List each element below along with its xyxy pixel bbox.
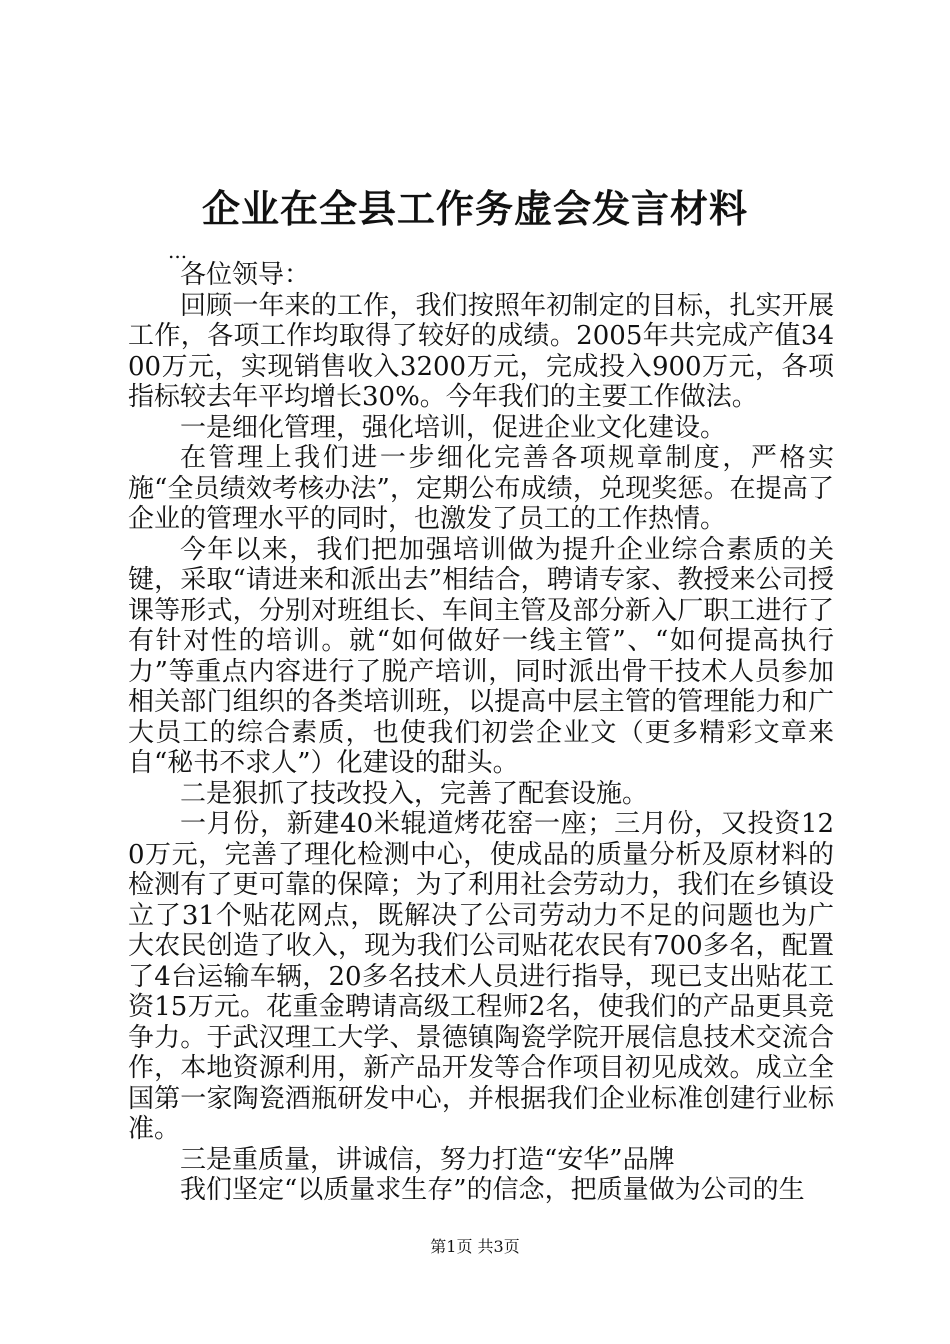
section-heading: 二是狠抓了技改投入，完善了配套设施。 [180, 778, 649, 809]
paragraph: 今年以来，我们把加强培训做为提升企业综合素质的关键，采取“请进来和派出去”相结合，聘请专家、教授来公司授课等形式，分别对班组长、车间主管及部分新入厂职工进行了有针对性的培训。就“如何做好一线主管”、“如何提高执行力”等重点内容进行了脱产培训，同时派出骨干技术人员参加相关部门组织的各类培训班，以提高中层主管的管理能力和广大员工的综合素质，也使我们初尝企业文（更多精彩文章来自“秘书不求人”）化建设的甜头。 [128, 534, 834, 778]
salutation: 各位领导： [180, 260, 311, 290]
section-heading: 一是细化管理，强化培训，促进企业文化建设。 [180, 412, 727, 443]
paragraph: 一月份，新建40米辊道烤花窑一座；三月份，又投资120万元，完善了理化检测中心，使成品的质量分析及原材料的检测有了更可靠的保障；为了利用社会劳动力，我们在乡镇设立了31个贴花网点，既解决了公司劳动力不足的问题也为广大农民创造了收入，现为我们公司贴花农民有700多名，配置了4台运输车辆，20多名技术人员进行指导，现已支出贴花工资15万元。花重金聘请高级工程师2名，使我们的产品更具竞争力。于武汉理工大学、景德镇陶瓷学院开展信息技术交流合作，本地资源利用，新产品开发等合作项目初见成效。成立全国第一家陶瓷酒瓶研发中心，并根据我们企业标准创建行业标准。 [128, 809, 834, 1144]
page-number-footer: 第1页 共3页 [430, 1237, 520, 1256]
document-title: 企业在全县工作务虚会发言材料 [201, 186, 748, 231]
paragraph: 在管理上我们进一步细化完善各项规章制度，严格实施“全员绩效考核办法”，定期公布成绩，兑现奖惩。在提高了企业的管理水平的同时，也激发了员工的工作热情。 [128, 443, 834, 534]
ellipsis-line: ... [168, 239, 188, 263]
paragraph: 我们坚定“以质量求生存”的信念，把质量做为公司的生 [180, 1175, 805, 1205]
document-body [128, 239, 834, 1206]
section-heading: 三是重质量，讲诚信，努力打造“安华”品牌 [180, 1144, 675, 1175]
paragraph: 回顾一年来的工作，我们按照年初制定的目标，扎实开展工作，各项工作均取得了较好的成绩。2005年共完成产值3400万元，实现销售收入3200万元，完成投入900万元，各项指标较去年平均增长30%。今年我们的主要工作做法。 [128, 290, 834, 412]
